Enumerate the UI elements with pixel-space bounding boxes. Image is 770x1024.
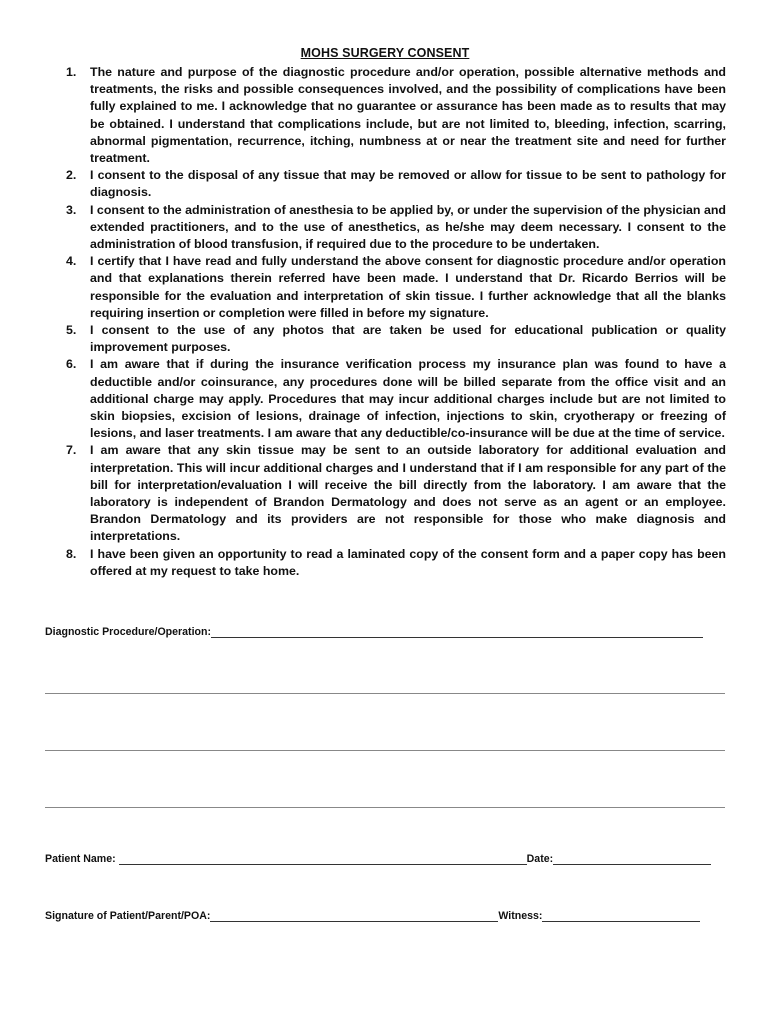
patient-name-label: Patient Name: xyxy=(45,853,116,865)
consent-item xyxy=(62,546,726,580)
procedure-blank-line-2[interactable] xyxy=(45,750,725,751)
item-text: The nature and purpose of the diagnostic procedure and/or operation, possible alternative methods and treatments, the risks and possible consequences involved, and the possibility of complications have been fully explained to me. I acknowledge that no guarantee or assurance has been made as to results that may be obtained. I understand that complications include, but are not limited to, bleeding, infection, scarring, abnormal pigmentation, recurrence, itching, numbness at or near the treatment site and need for further treatment. xyxy=(90,65,726,166)
document-title: MOHS SURGERY CONSENT xyxy=(300,46,470,60)
date-input-line[interactable] xyxy=(553,854,711,865)
witness-input-line[interactable] xyxy=(542,911,700,922)
consent-item xyxy=(62,64,726,167)
item-text: I certify that I have read and fully understand the above consent for diagnostic procedure and/or operation and that explanations therein referred have been made. I understand that Dr. Ricardo Berrios will be responsible for the evaluation and interpretation of skin tissue. I further acknowledge that all the blanks requiring insertion or completion were filled in before my signature. xyxy=(90,254,726,320)
procedure-blank-line-1[interactable] xyxy=(45,693,725,694)
procedure-input-line[interactable] xyxy=(211,627,703,638)
patient-name-field xyxy=(45,853,711,865)
consent-item xyxy=(62,442,726,545)
signature-input-line[interactable] xyxy=(210,911,498,922)
procedure-blank-line-3[interactable] xyxy=(45,807,725,808)
consent-item xyxy=(62,356,726,442)
consent-item xyxy=(62,322,726,356)
witness-label: Witness: xyxy=(498,910,543,922)
procedure-field xyxy=(45,626,703,638)
item-text: I am aware that if during the insurance verification process my insurance plan was found to have a deductible and/or coinsurance, any procedures done will be billed separate from the office visit and an additional charge may apply. Procedures that may incur additional charges include but are not limited to skin biopsies, excision of lesions, drainage of infection, injections to skin, cryotherapy or freezing of lesions, and laser treatments. I am aware that any deductible/co-insurance will be due at the time of service. xyxy=(90,357,726,441)
item-text: I consent to the use of any photos that are taken be used for educational publication or quality improvement purposes. xyxy=(90,323,726,355)
item-text: I consent to the administration of anesthesia to be applied by, or under the supervision of the physician and extended practitioners, and to the use of anesthetics, as he/she may deem necessary. I consent to the administration of blood transfusion, if required due to the procedure to be undertaken. xyxy=(90,202,726,252)
patient-name-input-line[interactable] xyxy=(119,854,527,865)
item-number: 4. xyxy=(66,254,77,269)
date-label: Date: xyxy=(526,853,554,865)
item-text: I consent to the disposal of any tissue that may be removed or allow for tissue to be sent to pathology for diagnosis. xyxy=(90,168,726,200)
item-number: 1. xyxy=(66,65,77,79)
consent-list xyxy=(62,64,726,580)
item-number: 2. xyxy=(66,168,77,183)
signature-label: Signature of Patient/Parent/POA: xyxy=(45,910,211,922)
consent-item xyxy=(62,167,726,201)
procedure-label: Diagnostic Procedure/Operation: xyxy=(45,626,211,638)
item-number: 6. xyxy=(66,357,77,372)
item-number: 3. xyxy=(66,202,77,217)
item-number: 8. xyxy=(66,546,77,561)
consent-item xyxy=(62,253,726,322)
item-number: 5. xyxy=(66,323,77,338)
signature-field xyxy=(45,910,700,922)
item-text: I am aware that any skin tissue may be sent to an outside laboratory for additional evaluation and interpretation. This will incur additional charges and I understand that if I am responsible for any part of the bill for interpretation/evaluation I will receive the bill directly from the laboratory. I am aware that the laboratory is independent of Brandon Dermatology and does not serve as an agent or an employee. Brandon Dermatology and its providers are not responsible for those who make diagnosis and interpretations. xyxy=(90,443,726,544)
item-number: 7. xyxy=(66,443,77,458)
item-text: I have been given an opportunity to read a laminated copy of the consent form and a paper copy has been offered at my request to take home. xyxy=(90,546,726,578)
consent-item xyxy=(62,202,726,254)
